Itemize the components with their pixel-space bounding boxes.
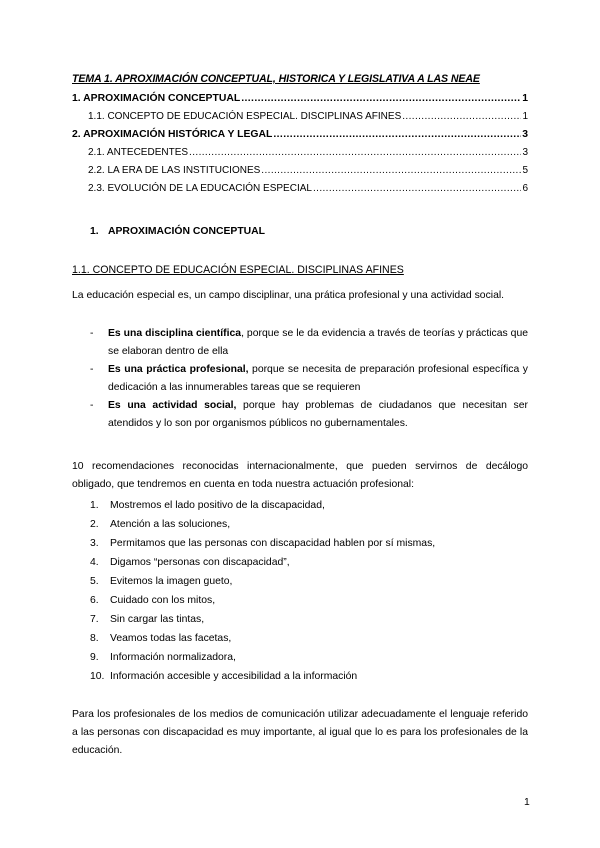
toc-leader [261, 165, 521, 176]
bullet-bold: Es una práctica profesional, [108, 364, 249, 375]
list-item-number: 5. [90, 576, 99, 587]
list-item-number: 3. [90, 538, 99, 549]
toc-entry[interactable] [72, 129, 528, 147]
list-item [90, 648, 510, 667]
list-item [90, 515, 510, 534]
list-item-text: Cuidado con los mitos, [110, 595, 216, 606]
list-item [90, 591, 510, 610]
list-item [90, 667, 510, 686]
list-item-number: 8. [90, 633, 99, 644]
bullet-text [108, 397, 528, 433]
intro-paragraph: La educación especial es, un campo disciplinar, una prática profesional y una actividad social. [72, 290, 505, 301]
toc-entry-page: 3 [522, 147, 528, 158]
toc-entry-text: 1. APROXIMACIÓN CONCEPTUAL [72, 93, 241, 104]
toc-leader [313, 183, 521, 194]
bullet-text [108, 361, 528, 397]
list-item-text: Sin cargar las tintas, [110, 614, 205, 625]
subsection-heading: 1.1. CONCEPTO DE EDUCACIÓN ESPECIAL. DISCIPLINAS AFINES [72, 264, 404, 276]
bullet-dash: - [90, 364, 94, 375]
list-item-text: Veamos todas las facetas, [110, 633, 232, 644]
list-item-number: 9. [90, 652, 99, 663]
bullet-list [72, 325, 528, 433]
list-item-number: 2. [90, 519, 99, 530]
bullet-bold: Es una disciplina científica [108, 328, 242, 339]
list-item-text: Evitemos la imagen gueto, [110, 576, 233, 587]
list-item-text: Mostremos el lado positivo de la discapacidad, [110, 500, 325, 511]
document-title: TEMA 1. APROXIMACIÓN CONCEPTUAL, HISTORICA Y LEGISLATIVA A LAS NEAE [72, 73, 480, 85]
toc-leader [189, 147, 521, 158]
list-item-text: Información normalizadora, [110, 652, 236, 663]
toc-entry[interactable] [72, 93, 528, 111]
bullet-item [72, 325, 528, 361]
toc-entry-text: 2. APROXIMACIÓN HISTÓRICA Y LEGAL [72, 129, 273, 140]
list-item [90, 496, 510, 515]
toc-leader [402, 111, 521, 122]
bullet-dash: - [90, 400, 94, 411]
bullet-rest: porque se necesita de preparación profesional específica y dedicación a las innumerables tareas que se requieren [108, 364, 528, 393]
list-item-number: 6. [90, 595, 99, 606]
section-number: 1. [90, 226, 99, 237]
closing-paragraph: Para los profesionales de los medios de comunicación utilizar adecuadamente el lenguaje referido a las personas con discapacidad es muy importante, al igual que lo es para los profesionales de la educación. [72, 709, 528, 756]
page-number: 1 [524, 797, 530, 808]
bullet-text [108, 325, 528, 361]
toc-entry[interactable] [72, 165, 528, 183]
toc-entry-page: 3 [522, 129, 528, 140]
toc-entry-page: 1 [522, 93, 528, 104]
bullet-dash: - [90, 328, 94, 339]
table-of-contents [72, 93, 528, 201]
toc-entry-page: 6 [522, 183, 528, 194]
list-item-text: Información accesible y accesibilidad a la información [110, 671, 358, 682]
list-item-text: Atención a las soluciones, [110, 519, 231, 530]
list-item-number: 7. [90, 614, 99, 625]
toc-entry-text: 2.1. ANTECEDENTES [88, 147, 189, 158]
recommendations-intro: 10 recomendaciones reconocidas internacionalmente, que pueden servirnos de decálogo obligado, que tendremos en cuenta en toda nuestra actuación profesional: [72, 461, 528, 490]
list-item [90, 572, 510, 591]
recommendations-list [90, 496, 510, 686]
list-item-text: Digamos “personas con discapacidad”, [110, 557, 290, 568]
list-item-number: 10. [90, 671, 105, 682]
list-item [90, 610, 510, 629]
list-item-number: 1. [90, 500, 99, 511]
toc-entry-page: 1 [522, 111, 528, 122]
bullet-bold: Es una actividad social, [108, 400, 237, 411]
list-item [90, 553, 510, 572]
bullet-item [72, 397, 528, 433]
list-item [90, 629, 510, 648]
toc-entry[interactable] [72, 111, 528, 129]
list-item-number: 4. [90, 557, 99, 568]
toc-leader [241, 93, 521, 104]
bullet-rest: porque hay problemas de ciudadanos que necesitan ser atendidos y lo son por organismos públicos no gubernamentales. [108, 400, 528, 429]
toc-entry-text: 1.1. CONCEPTO DE EDUCACIÓN ESPECIAL. DISCIPLINAS AFINES [88, 111, 402, 122]
toc-entry[interactable] [72, 147, 528, 165]
section-heading [90, 226, 265, 237]
toc-leader [273, 129, 521, 140]
toc-entry[interactable] [72, 183, 528, 201]
bullet-item [72, 361, 528, 397]
toc-entry-text: 2.2. LA ERA DE LAS INSTITUCIONES [88, 165, 261, 176]
bullet-rest: , porque se le da evidencia a través de teorías y prácticas que se elaboran dentro de ella [108, 328, 529, 357]
toc-entry-page: 5 [522, 165, 528, 176]
toc-entry-text: 2.3. EVOLUCIÓN DE LA EDUCACIÓN ESPECIAL [88, 183, 312, 194]
section-title: APROXIMACIÓN CONCEPTUAL [108, 226, 266, 237]
list-item [90, 534, 510, 553]
list-item-text: Permitamos que las personas con discapacidad hablen por sí mismas, [110, 538, 436, 549]
